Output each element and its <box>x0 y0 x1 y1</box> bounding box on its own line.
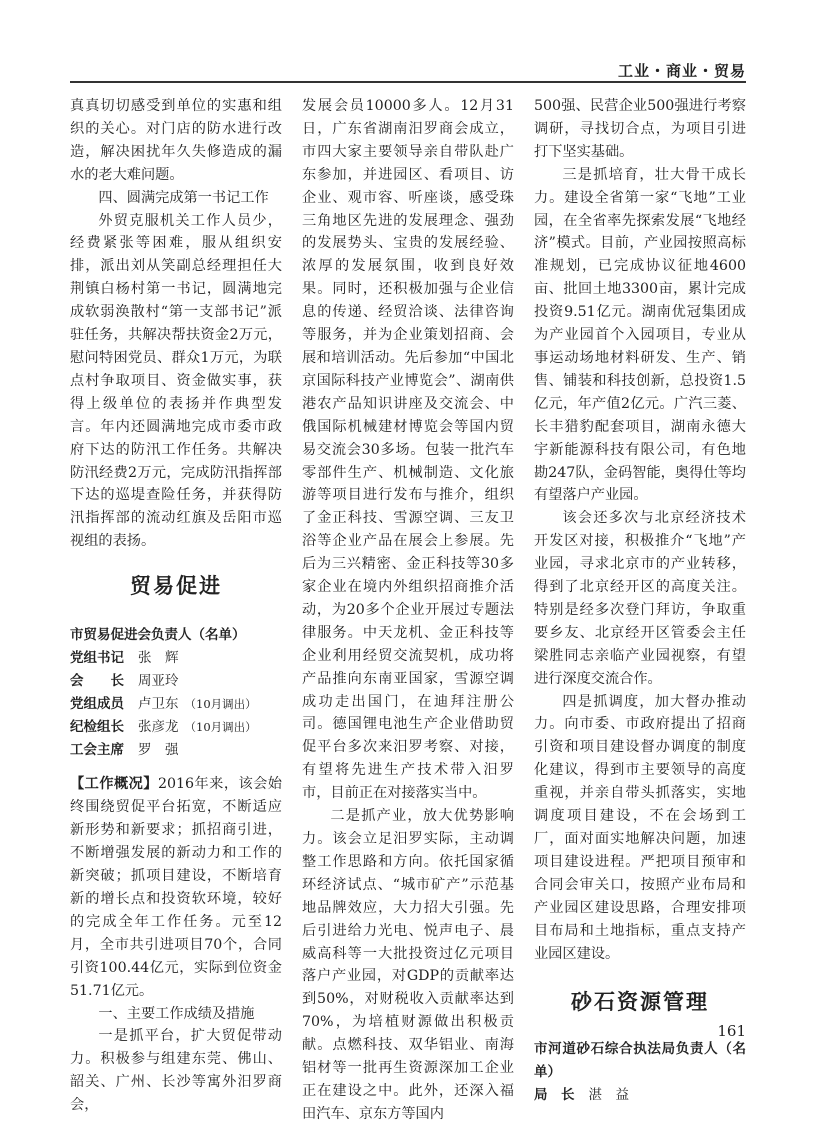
paragraph: 三是抓培育，壮大骨干成长力。建设全省第一家“飞地”工业园，在全省率先探索发展“飞地经济”模式。目前，产业园按照高标准规划，已完成协议征地4600亩、批回土地3300亩，累计完成投资9.51亿元。湖南优冠集团成为产业园首个入园项目，专业从事运动场地材料研发、生产、销售、铺装和科技创新，总投资1.5亿元，年产值2亿元。广汽三菱、长丰猎豹配套项目，湖南永德大宇新能源科技有限公司，有色地勘247队，金码智能，奥得仕等均有望落户产业园。 <box>534 166 746 504</box>
roster-name: 湛 益 <box>588 1087 629 1104</box>
header-rule <box>70 81 746 83</box>
section-title-sand-gravel: 砂石资源管理 <box>571 989 709 1015</box>
roster-title: 党组书记 <box>70 649 124 666</box>
paragraph: 外贸克服机关工作人员少，经费紧张等困难，服从组织安排，派出刘从笑副总经理担任大荆镇白杨村第一书记，圆满地完成软弱涣散村“第一支部书记”派驻任务，共解决帮扶资金2万元，慰问特困党员、群众1万元，为联点村争取项目、资金做实事，获得上级单位的表扬并作典型发言。年内还圆满地完成市委市政府下达的防汛工作任务。共解决防汛经费2万元，完成防汛指挥部下达的巡堤查险任务，并获得防汛指挥部的流动红旗及岳阳市巡视组的表扬。 <box>70 212 282 550</box>
roster-note: （10月调出） <box>184 719 257 734</box>
paragraph: 二是抓产业，放大优势影响力。该会立足汨罗实际，主动调整工作思路和方向。依托国家循环经济试点、“城市矿产”示范基地品牌效应，大力招大引强。先后引进给力光电、悦声电子、晨威高科等一大批投资过亿元项目落户产业园，对GDP的贡献率达到50%，对财税收入贡献率达到70%，为培植财源做出积极贡献。点燃科技、双华铝业、南海铝材等一批再生资源深加工企业正在建设之中。此外，还深入福田汽车、京东方等国内 <box>302 808 514 1122</box>
page-number: 161 <box>717 1022 746 1040</box>
roster-name: 卢卫东 <box>138 695 179 712</box>
paragraph: 发展会员10000多人。12月31日，广东省湖南汨罗商会成立，市四大家主要领导亲自带队赴广东参加，并进园区、看项目、访企业、观市容、听座谈，感受珠三角地区先进的发展理念、强劲的发展势头、宝贵的发展经验、浓厚的发展氛围，收到良好效果。同时，还积极加强与企业信息的传递、经贸洽谈、法律咨询等服务，并为企业策划招商、会展和培训活动。先后参加“中国北京国际科技产业博览会”、湖南供港农产品知识讲座及交流会、中俄国际机械建材博览会等国内贸易交流会30多场。包装一批汽车零部件生产、机械制造、文化旅游等项目进行发布与推介，组织了金正科技、雪源空调、三友卫浴等企业产品在展会上参展。先后为三兴精密、金正科技等30多家企业在境内外组织招商推介活动，为20多个企业开展过专题法律服务。中天龙机、金正科技等企业利用经贸交流契机，成功将产品推向东南亚国家，雪源空调成功走出国门，在迪拜注册公司。德国锂电池生产企业借助贸促平台多次来汨罗考察、对接，有望将先进生产技术带入汨罗市，目前正在对接落实当中。 <box>302 98 514 802</box>
roster-title: 纪检组长 <box>70 718 124 735</box>
roster-row <box>70 693 282 716</box>
subheading: 四、圆满完成第一书记工作 <box>98 189 269 206</box>
column-2 <box>302 95 514 1126</box>
roster-title: 党组成员 <box>70 695 124 712</box>
roster-row <box>70 670 282 693</box>
roster-title: 局 长 <box>534 1087 575 1104</box>
paragraph: 四是抓调度，加大督办推动力。向市委、市政府提出了招商引资和项目建设督办调度的制度化建议，得到市主要领导的高度重视，并亲自带头抓落实，实地调度项目建设，不在会场到工厂，面对面实地解决问题，加速项目建设进程。严把项目预审和合同会审关口，按照产业布局和产业园区建设思路，合理安排项目布局和土地指标，重点支持产业园区建设。 <box>534 693 746 962</box>
roster-note: （10月调出） <box>184 696 257 711</box>
roster-title: 会 长 <box>70 672 124 689</box>
roster-title: 工会主席 <box>70 741 124 758</box>
paragraph: 500强、民营企业500强进行考察调研，寻找切合点，为项目引进打下坚实基础。 <box>534 98 746 160</box>
section-title-trade-promotion: 贸易促进 <box>130 573 222 599</box>
paragraph: 真真切切感受到单位的实惠和组织的关心。对门店的防水进行改造，解决困扰年久失修造成的漏水的老大难问题。 <box>70 98 282 183</box>
overview-tag: 【工作概况】 <box>70 776 158 793</box>
column-1 <box>70 95 282 1117</box>
roster-row <box>534 1084 746 1107</box>
paragraph: 该会还多次与北京经济技术开发区对接，积极推介“飞地”产业园，寻求北京市的产业转移，得到了北京经开区的高度关注。特别是经多次登门拜访，争取重要乡友、北京经开区管委会主任梁胜同志亲临产业园视察，有望进行深度交流合作。 <box>534 510 746 687</box>
roster-heading: 市贸易促进会负责人（名单） <box>70 627 246 644</box>
running-header: 工业・商业・贸易 <box>617 62 746 80</box>
roster-row <box>70 739 282 762</box>
roster-row <box>70 716 282 739</box>
subheading: 一、主要工作成绩及措施 <box>98 1005 255 1022</box>
roster-name: 张彦龙 <box>138 718 179 735</box>
roster-name: 周亚玲 <box>138 672 179 689</box>
roster-row <box>70 647 282 670</box>
overview-paragraph <box>70 773 282 1002</box>
roster-name: 张 辉 <box>138 649 179 666</box>
overview-text: 2016年来，该会始终围绕贸促平台拓宽，不断适应新形势和新要求；抓招商引进，不断增强发展的新动力和工作的新突破；抓项目建设，不断培育新的增长点和投资软环境，较好的完成全年工作任务。元至12月，全市共引进项目70个，合同引资100.44亿元，实际到位资金51.71亿元。 <box>70 776 282 999</box>
paragraph: 一是抓平台，扩大贸促带动力。积极参与组建东莞、佛山、韶关、广州、长沙等寓外汨罗商会， <box>70 1028 282 1114</box>
roster-heading: 市河道砂石综合执法局负责人（名单） <box>534 1041 746 1081</box>
column-3 <box>534 95 746 1107</box>
roster-name: 罗 强 <box>138 741 179 758</box>
